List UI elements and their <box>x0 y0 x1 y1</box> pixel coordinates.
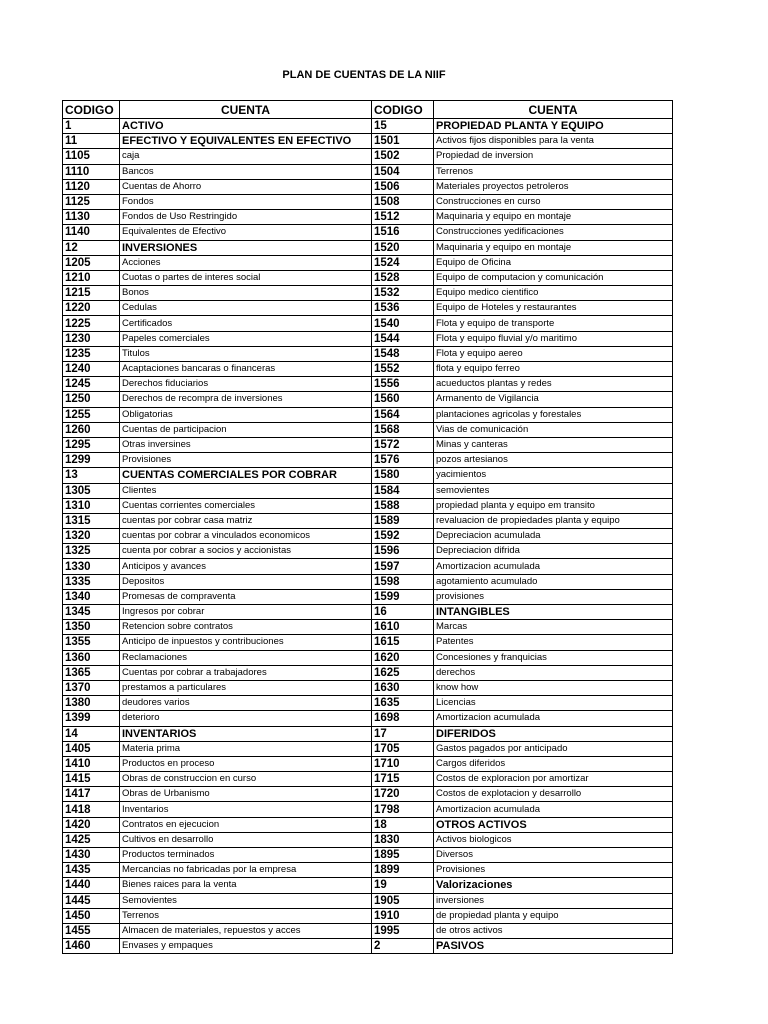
account-name-left: Obligatorias <box>120 407 372 422</box>
table-row <box>63 848 673 863</box>
table-row <box>63 240 673 255</box>
account-code-right: 1576 <box>372 453 434 468</box>
account-name-left: Terrenos <box>120 908 372 923</box>
table-row <box>63 119 673 134</box>
account-code-left: 1225 <box>63 316 120 331</box>
account-code-right: 1564 <box>372 407 434 422</box>
table-row <box>63 893 673 908</box>
account-code-right: 1552 <box>372 362 434 377</box>
account-name-right: Maquinaria y equipo en montaje <box>434 240 673 255</box>
account-name-right: Propiedad de inversion <box>434 149 673 164</box>
account-code-right: 1588 <box>372 498 434 513</box>
account-name-right: OTROS ACTIVOS <box>434 817 673 832</box>
account-name-left: Acaptaciones bancaras o financeras <box>120 362 372 377</box>
table-row <box>63 832 673 847</box>
account-code-right: 18 <box>372 817 434 832</box>
account-name-left: Semovientes <box>120 893 372 908</box>
account-code-right: 1620 <box>372 650 434 665</box>
account-code-left: 1435 <box>63 863 120 878</box>
account-code-right: 1548 <box>372 346 434 361</box>
table-row <box>63 164 673 179</box>
account-name-right: DIFERIDOS <box>434 726 673 741</box>
account-name-right: plantaciones agricolas y forestales <box>434 407 673 422</box>
table-row <box>63 437 673 452</box>
table-header-row <box>63 101 673 119</box>
table-row <box>63 665 673 680</box>
table-row <box>63 772 673 787</box>
account-code-left: 1420 <box>63 817 120 832</box>
account-name-right: know how <box>434 680 673 695</box>
account-name-right: Patentes <box>434 635 673 650</box>
account-name-right: Marcas <box>434 620 673 635</box>
account-code-left: 1360 <box>63 650 120 665</box>
account-code-left: 1399 <box>63 711 120 726</box>
account-name-left: prestamos a particulares <box>120 680 372 695</box>
table-row <box>63 362 673 377</box>
account-code-left: 1380 <box>63 696 120 711</box>
account-name-left: Reclamaciones <box>120 650 372 665</box>
account-code-left: 1430 <box>63 848 120 863</box>
account-code-right: 2 <box>372 939 434 954</box>
table-row <box>63 346 673 361</box>
table-row <box>63 711 673 726</box>
account-code-left: 1310 <box>63 498 120 513</box>
account-name-right: Flota y equipo aereo <box>434 346 673 361</box>
account-name-right: Equipo medico cientifico <box>434 286 673 301</box>
account-code-left: 1445 <box>63 893 120 908</box>
account-code-left: 1315 <box>63 513 120 528</box>
table-row <box>63 589 673 604</box>
account-name-right: Costos de explotacion y desarrollo <box>434 787 673 802</box>
account-name-left: Mercancias no fabricadas por la empresa <box>120 863 372 878</box>
account-name-right: Terrenos <box>434 164 673 179</box>
table-row <box>63 407 673 422</box>
account-name-left: Derechos fiduciarios <box>120 377 372 392</box>
header-cuenta-left: CUENTA <box>120 101 372 119</box>
table-row <box>63 331 673 346</box>
table-row <box>63 270 673 285</box>
account-name-right: yacimientos <box>434 468 673 483</box>
account-code-right: 1584 <box>372 483 434 498</box>
account-code-left: 1325 <box>63 544 120 559</box>
table-row <box>63 817 673 832</box>
account-name-left: Clientes <box>120 483 372 498</box>
account-code-right: 1698 <box>372 711 434 726</box>
account-name-left: Titulos <box>120 346 372 361</box>
account-name-left: Anticipo de inpuestos y contribuciones <box>120 635 372 650</box>
account-name-left: Cuotas o partes de interes social <box>120 270 372 285</box>
account-name-left: Cuentas de Ahorro <box>120 179 372 194</box>
account-name-right: derechos <box>434 665 673 680</box>
table-row <box>63 605 673 620</box>
account-name-left: Retencion sobre contratos <box>120 620 372 635</box>
account-code-left: 1230 <box>63 331 120 346</box>
table-row <box>63 377 673 392</box>
table-row <box>63 939 673 954</box>
account-code-left: 1340 <box>63 589 120 604</box>
account-name-left: Cuentas por cobrar a trabajadores <box>120 665 372 680</box>
account-name-right: Gastos pagados por anticipado <box>434 741 673 756</box>
account-code-left: 1120 <box>63 179 120 194</box>
account-name-right: Armanento de Vigilancia <box>434 392 673 407</box>
table-row <box>63 301 673 316</box>
account-name-left: Productos terminados <box>120 848 372 863</box>
account-code-left: 1250 <box>63 392 120 407</box>
account-name-left: Promesas de compraventa <box>120 589 372 604</box>
account-name-left: Acciones <box>120 255 372 270</box>
account-code-left: 1410 <box>63 756 120 771</box>
account-name-right: semovientes <box>434 483 673 498</box>
table-row <box>63 863 673 878</box>
account-name-right: Activos biologicos <box>434 832 673 847</box>
table-row <box>63 194 673 209</box>
account-name-left: Depositos <box>120 574 372 589</box>
account-code-left: 1330 <box>63 559 120 574</box>
account-code-right: 19 <box>372 878 434 893</box>
account-name-left: Papeles comerciales <box>120 331 372 346</box>
table-row <box>63 787 673 802</box>
account-code-right: 1520 <box>372 240 434 255</box>
account-name-left: Fondos de Uso Restringido <box>120 210 372 225</box>
account-name-right: Flota y equipo fluvial y/o maritimo <box>434 331 673 346</box>
account-name-left: Bonos <box>120 286 372 301</box>
table-row <box>63 696 673 711</box>
account-name-left: CUENTAS COMERCIALES POR COBRAR <box>120 468 372 483</box>
account-code-right: 1572 <box>372 437 434 452</box>
account-code-right: 1899 <box>372 863 434 878</box>
account-code-right: 17 <box>372 726 434 741</box>
account-name-right: Equipo de Hoteles y restaurantes <box>434 301 673 316</box>
account-name-left: Obras de Urbanismo <box>120 787 372 802</box>
account-code-left: 1335 <box>63 574 120 589</box>
table-row <box>63 498 673 513</box>
account-name-left: Bienes raices para la venta <box>120 878 372 893</box>
account-name-right: provisiones <box>434 589 673 604</box>
account-name-left: Otras inversines <box>120 437 372 452</box>
account-code-left: 1205 <box>63 255 120 270</box>
account-code-right: 1544 <box>372 331 434 346</box>
account-code-left: 13 <box>63 468 120 483</box>
account-code-left: 1 <box>63 119 120 134</box>
account-code-left: 1450 <box>63 908 120 923</box>
account-name-right: Concesiones y franquicias <box>434 650 673 665</box>
account-code-right: 1710 <box>372 756 434 771</box>
account-name-right: Depreciacion difrida <box>434 544 673 559</box>
account-code-right: 1905 <box>372 893 434 908</box>
account-name-left: ACTIVO <box>120 119 372 134</box>
account-code-right: 1630 <box>372 680 434 695</box>
account-code-left: 1415 <box>63 772 120 787</box>
account-name-right: Maquinaria y equipo en montaje <box>434 210 673 225</box>
account-name-right: INTANGIBLES <box>434 605 673 620</box>
account-code-left: 1130 <box>63 210 120 225</box>
account-code-left: 1350 <box>63 620 120 635</box>
account-code-right: 1599 <box>372 589 434 604</box>
header-codigo-left: CODIGO <box>63 101 120 119</box>
account-name-left: caja <box>120 149 372 164</box>
account-code-right: 1540 <box>372 316 434 331</box>
account-name-right: pozos artesianos <box>434 453 673 468</box>
table-row <box>63 149 673 164</box>
account-code-left: 1305 <box>63 483 120 498</box>
account-name-right: Diversos <box>434 848 673 863</box>
table-row <box>63 255 673 270</box>
account-name-left: cuentas por cobrar a vinculados economicos <box>120 529 372 544</box>
account-name-right: Amortizacion acumulada <box>434 711 673 726</box>
page-title: PLAN DE CUENTAS DE LA NIIF <box>282 69 446 81</box>
account-code-right: 1506 <box>372 179 434 194</box>
account-name-right: Amortizacion acumulada <box>434 802 673 817</box>
account-name-left: Certificados <box>120 316 372 331</box>
table-row <box>63 878 673 893</box>
table-row <box>63 210 673 225</box>
account-code-left: 1299 <box>63 453 120 468</box>
account-name-right: Cargos diferidos <box>434 756 673 771</box>
account-name-left: Inventarios <box>120 802 372 817</box>
table-row <box>63 316 673 331</box>
table-row <box>63 544 673 559</box>
account-name-left: Materia prima <box>120 741 372 756</box>
account-code-right: 1528 <box>372 270 434 285</box>
account-code-left: 1345 <box>63 605 120 620</box>
account-code-left: 1320 <box>63 529 120 544</box>
account-code-right: 1715 <box>372 772 434 787</box>
account-code-right: 1568 <box>372 422 434 437</box>
account-name-left: Cuentas de participacion <box>120 422 372 437</box>
account-name-right: de propiedad planta y equipo <box>434 908 673 923</box>
table-row <box>63 726 673 741</box>
account-code-right: 1524 <box>372 255 434 270</box>
account-name-left: Anticipos y avances <box>120 559 372 574</box>
table-row <box>63 134 673 149</box>
account-code-left: 1245 <box>63 377 120 392</box>
account-code-right: 1597 <box>372 559 434 574</box>
account-name-right: PROPIEDAD PLANTA Y EQUIPO <box>434 119 673 134</box>
account-name-left: deudores varios <box>120 696 372 711</box>
account-code-left: 1425 <box>63 832 120 847</box>
account-code-left: 1295 <box>63 437 120 452</box>
account-code-left: 1215 <box>63 286 120 301</box>
account-code-right: 1508 <box>372 194 434 209</box>
table-row <box>63 513 673 528</box>
account-name-right: flota y equipo ferreo <box>434 362 673 377</box>
account-name-left: Contratos en ejecucion <box>120 817 372 832</box>
account-code-right: 1501 <box>372 134 434 149</box>
header-codigo-right: CODIGO <box>372 101 434 119</box>
account-name-left: Provisiones <box>120 453 372 468</box>
account-name-left: Equivalentes de Efectivo <box>120 225 372 240</box>
account-code-right: 1720 <box>372 787 434 802</box>
account-name-right: Minas y canteras <box>434 437 673 452</box>
account-name-right: PASIVOS <box>434 939 673 954</box>
table-row <box>63 225 673 240</box>
account-code-left: 1405 <box>63 741 120 756</box>
account-code-left: 1460 <box>63 939 120 954</box>
account-code-left: 14 <box>63 726 120 741</box>
account-name-right: Amortizacion acumulada <box>434 559 673 574</box>
account-code-right: 1598 <box>372 574 434 589</box>
table-row <box>63 529 673 544</box>
account-name-right: Vias de comunicación <box>434 422 673 437</box>
account-code-right: 16 <box>372 605 434 620</box>
account-code-right: 1580 <box>372 468 434 483</box>
table-row <box>63 453 673 468</box>
table-body <box>63 119 673 954</box>
account-code-left: 1140 <box>63 225 120 240</box>
account-name-left: EFECTIVO Y EQUIVALENTES EN EFECTIVO <box>120 134 372 149</box>
account-name-right: Costos de exploracion por amortizar <box>434 772 673 787</box>
account-code-right: 1705 <box>372 741 434 756</box>
account-code-left: 1110 <box>63 164 120 179</box>
account-name-left: cuenta por cobrar a socios y accionistas <box>120 544 372 559</box>
account-name-right: Activos fijos disponibles para la venta <box>434 134 673 149</box>
account-code-left: 1370 <box>63 680 120 695</box>
account-code-right: 1625 <box>372 665 434 680</box>
header-cuenta-right: CUENTA <box>434 101 673 119</box>
account-name-right: Depreciacion acumulada <box>434 529 673 544</box>
account-name-right: acueductos plantas y redes <box>434 377 673 392</box>
account-name-left: Derechos de recompra de inversiones <box>120 392 372 407</box>
account-code-right: 1798 <box>372 802 434 817</box>
table-row <box>63 179 673 194</box>
account-name-right: Valorizaciones <box>434 878 673 893</box>
account-code-left: 1260 <box>63 422 120 437</box>
account-code-left: 1235 <box>63 346 120 361</box>
table-row <box>63 908 673 923</box>
account-name-left: Bancos <box>120 164 372 179</box>
account-name-left: cuentas por cobrar casa matriz <box>120 513 372 528</box>
account-name-right: Equipo de computacion y comunicación <box>434 270 673 285</box>
table-row <box>63 422 673 437</box>
account-code-right: 1512 <box>372 210 434 225</box>
account-code-right: 1592 <box>372 529 434 544</box>
account-name-right: Equipo de Oficina <box>434 255 673 270</box>
account-code-right: 1610 <box>372 620 434 635</box>
table-row <box>63 756 673 771</box>
account-code-left: 1125 <box>63 194 120 209</box>
account-name-right: Flota y equipo de transporte <box>434 316 673 331</box>
account-name-left: INVERSIONES <box>120 240 372 255</box>
account-code-right: 1532 <box>372 286 434 301</box>
account-name-left: Envases y empaques <box>120 939 372 954</box>
table-row <box>63 802 673 817</box>
account-code-right: 1635 <box>372 696 434 711</box>
account-code-left: 1455 <box>63 923 120 938</box>
account-name-left: deterioro <box>120 711 372 726</box>
account-name-left: INVENTARIOS <box>120 726 372 741</box>
account-name-left: Obras de construccion en curso <box>120 772 372 787</box>
account-name-left: Ingresos por cobrar <box>120 605 372 620</box>
account-code-left: 1417 <box>63 787 120 802</box>
table-row <box>63 741 673 756</box>
account-code-right: 1504 <box>372 164 434 179</box>
account-name-left: Cedulas <box>120 301 372 316</box>
account-code-left: 11 <box>63 134 120 149</box>
account-code-right: 1560 <box>372 392 434 407</box>
account-code-right: 1589 <box>372 513 434 528</box>
account-name-right: revaluacion de propiedades planta y equipo <box>434 513 673 528</box>
account-name-right: Materiales proyectos petroleros <box>434 179 673 194</box>
account-code-right: 1536 <box>372 301 434 316</box>
account-code-right: 15 <box>372 119 434 134</box>
account-code-left: 1418 <box>63 802 120 817</box>
table-row <box>63 392 673 407</box>
account-code-right: 1502 <box>372 149 434 164</box>
account-code-right: 1615 <box>372 635 434 650</box>
account-name-right: Construcciones en curso <box>434 194 673 209</box>
account-code-right: 1596 <box>372 544 434 559</box>
account-name-right: inversiones <box>434 893 673 908</box>
account-name-left: Cuentas corrientes comerciales <box>120 498 372 513</box>
table-row <box>63 574 673 589</box>
account-code-left: 1440 <box>63 878 120 893</box>
account-code-right: 1910 <box>372 908 434 923</box>
account-name-right: Construcciones yedificaciones <box>434 225 673 240</box>
table-row <box>63 635 673 650</box>
account-name-right: Provisiones <box>434 863 673 878</box>
account-name-left: Cultivos en desarrollo <box>120 832 372 847</box>
account-name-left: Almacen de materiales, repuestos y acces <box>120 923 372 938</box>
account-code-left: 1355 <box>63 635 120 650</box>
account-code-left: 1105 <box>63 149 120 164</box>
account-code-right: 1556 <box>372 377 434 392</box>
table-row <box>63 483 673 498</box>
account-name-left: Productos en proceso <box>120 756 372 771</box>
table-row <box>63 620 673 635</box>
account-code-left: 1240 <box>63 362 120 377</box>
account-code-left: 1210 <box>63 270 120 285</box>
account-code-right: 1830 <box>372 832 434 847</box>
account-name-right: de otros activos <box>434 923 673 938</box>
account-code-left: 1255 <box>63 407 120 422</box>
accounts-table <box>62 100 673 954</box>
account-code-right: 1516 <box>372 225 434 240</box>
account-code-right: 1995 <box>372 923 434 938</box>
account-code-left: 12 <box>63 240 120 255</box>
account-code-left: 1365 <box>63 665 120 680</box>
table-row <box>63 286 673 301</box>
table-row <box>63 468 673 483</box>
account-name-right: propiedad planta y equipo em transito <box>434 498 673 513</box>
account-name-right: Licencias <box>434 696 673 711</box>
table-row <box>63 650 673 665</box>
account-name-left: Fondos <box>120 194 372 209</box>
table-row <box>63 923 673 938</box>
account-name-right: agotamiento acumulado <box>434 574 673 589</box>
account-code-right: 1895 <box>372 848 434 863</box>
table-row <box>63 680 673 695</box>
account-code-left: 1220 <box>63 301 120 316</box>
table-row <box>63 559 673 574</box>
